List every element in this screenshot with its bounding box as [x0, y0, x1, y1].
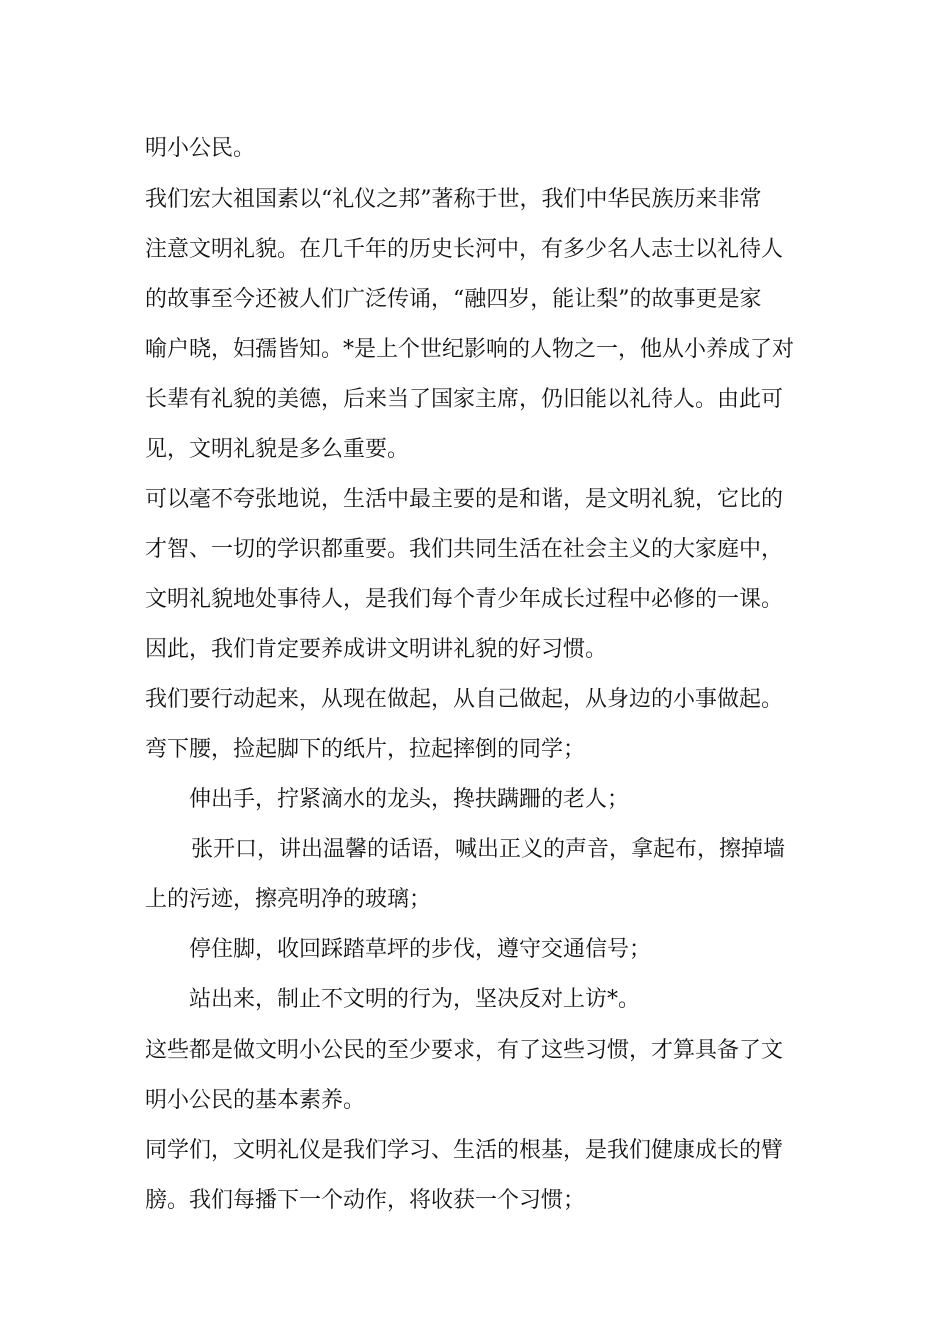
- text-line: 才智、一切的学识都重要。我们共同生活在社会主义的大家庭中，: [145, 537, 784, 562]
- text-line: 站出来，制止不文明的行为，坚决反对上访*。: [189, 987, 641, 1012]
- text-line: 这些都是做文明小公民的至少要求，有了这些习惯，才算具备了文: [145, 1038, 784, 1063]
- text-line: 我们要行动起来，从现在做起，从自己做起，从身边的小事做起。: [145, 687, 784, 712]
- text-line: 同学们，文明礼仪是我们学习、生活的根基，是我们健康成长的臂: [145, 1138, 784, 1163]
- text-line: 伸出手，拧紧滴水的龙头，搀扶蹒跚的老人；: [189, 787, 630, 812]
- text-line: 我们宏大祖国素以“礼仪之邦”著称于世，我们中华民族历来非常: [145, 187, 762, 212]
- text-line: 弯下腰，捡起脚下的纸片，拉起摔倒的同学；: [145, 737, 586, 762]
- text-line: 长辈有礼貌的美德，后来当了国家主席，仍旧能以礼待人。由此可: [145, 387, 784, 412]
- text-line: 明小公民的基本素养。: [145, 1088, 366, 1113]
- text-line: 停住脚，收回踩踏草坪的步伐，遵守交通信号；: [189, 937, 652, 962]
- text-line: 上的污迹，擦亮明净的玻璃；: [145, 887, 432, 912]
- text-line: 喻户晓，妇孺皆知。*是上个世纪影响的人物之一，他从小养成了对: [145, 337, 795, 362]
- text-line: 见，文明礼貌是多么重要。: [145, 437, 410, 462]
- text-line: 明小公民。: [145, 136, 256, 161]
- text-line: 因此，我们肯定要养成讲文明讲礼貌的好习惯。: [145, 637, 608, 662]
- text-line: 膀。我们每播下一个动作，将收获一个习惯；: [145, 1188, 586, 1213]
- text-line: 的故事至今还被人们广泛传诵，“融四岁，能让梨”的故事更是家: [145, 287, 762, 312]
- text-line: 张开口，讲出温馨的话语，喊出正义的声音，拿起布，擦掉墙: [191, 837, 786, 862]
- text-line: 文明礼貌地处事待人，是我们每个青少年成长过程中必修的一课。: [145, 587, 784, 612]
- text-line: 可以毫不夸张地说，生活中最主要的是和谐，是文明礼貌，它比的: [145, 487, 784, 512]
- text-line: 注意文明礼貌。在几千年的历史长河中，有多少名人志士以礼待人: [145, 237, 784, 262]
